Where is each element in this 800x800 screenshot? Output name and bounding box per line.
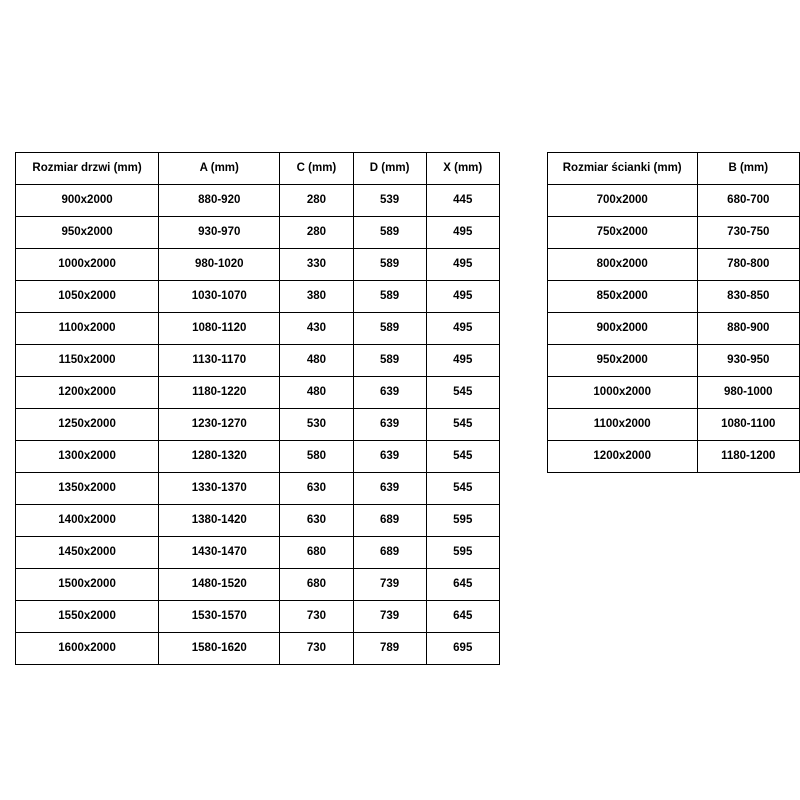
- table-header-row: [547, 153, 799, 185]
- cell-wall-size: 950x2000: [547, 345, 697, 377]
- table-row: [547, 313, 799, 345]
- cell-d: 539: [353, 185, 426, 217]
- table-row: [547, 345, 799, 377]
- cell-door-size: 1200x2000: [16, 377, 159, 409]
- cell-b: 730-750: [697, 217, 799, 249]
- table-row: [16, 313, 500, 345]
- cell-a: 1530-1570: [159, 601, 280, 633]
- cell-x: 545: [426, 473, 499, 505]
- table-row: [16, 217, 500, 249]
- table-row: [16, 409, 500, 441]
- column-header-wall-size: Rozmiar ścianki (mm): [547, 153, 697, 185]
- cell-a: 1430-1470: [159, 537, 280, 569]
- cell-c: 680: [280, 537, 353, 569]
- cell-door-size: 1000x2000: [16, 249, 159, 281]
- cell-door-size: 1050x2000: [16, 281, 159, 313]
- table-row: [547, 249, 799, 281]
- cell-door-size: 1600x2000: [16, 633, 159, 665]
- cell-door-size: 1550x2000: [16, 601, 159, 633]
- cell-wall-size: 750x2000: [547, 217, 697, 249]
- table-row: [547, 185, 799, 217]
- table-row: [547, 377, 799, 409]
- cell-x: 495: [426, 313, 499, 345]
- cell-x: 545: [426, 409, 499, 441]
- cell-d: 639: [353, 473, 426, 505]
- cell-x: 545: [426, 377, 499, 409]
- table-row: [16, 633, 500, 665]
- cell-d: 589: [353, 217, 426, 249]
- cell-c: 480: [280, 345, 353, 377]
- wall-table-wrap: [547, 152, 800, 473]
- table-row: [16, 377, 500, 409]
- table-row: [16, 441, 500, 473]
- cell-door-size: 1150x2000: [16, 345, 159, 377]
- cell-c: 730: [280, 601, 353, 633]
- cell-d: 589: [353, 313, 426, 345]
- cell-c: 580: [280, 441, 353, 473]
- cell-a: 1180-1220: [159, 377, 280, 409]
- cell-x: 495: [426, 249, 499, 281]
- cell-b: 1180-1200: [697, 441, 799, 473]
- cell-d: 739: [353, 569, 426, 601]
- cell-c: 730: [280, 633, 353, 665]
- cell-b: 680-700: [697, 185, 799, 217]
- cell-door-size: 950x2000: [16, 217, 159, 249]
- cell-x: 495: [426, 217, 499, 249]
- cell-wall-size: 850x2000: [547, 281, 697, 313]
- table-row: [16, 505, 500, 537]
- table-row: [16, 473, 500, 505]
- table-row: [547, 441, 799, 473]
- cell-a: 1480-1520: [159, 569, 280, 601]
- cell-d: 689: [353, 537, 426, 569]
- spec-tables-sheet: [0, 152, 800, 665]
- table-row: [16, 569, 500, 601]
- cell-c: 630: [280, 473, 353, 505]
- cell-c: 530: [280, 409, 353, 441]
- cell-x: 695: [426, 633, 499, 665]
- column-header-a: A (mm): [159, 153, 280, 185]
- cell-b: 980-1000: [697, 377, 799, 409]
- cell-a: 1230-1270: [159, 409, 280, 441]
- table-row: [547, 217, 799, 249]
- cell-d: 639: [353, 441, 426, 473]
- cell-x: 495: [426, 345, 499, 377]
- cell-d: 689: [353, 505, 426, 537]
- table-row: [547, 409, 799, 441]
- cell-door-size: 1300x2000: [16, 441, 159, 473]
- doors-size-table: [15, 152, 500, 665]
- cell-c: 430: [280, 313, 353, 345]
- cell-a: 1580-1620: [159, 633, 280, 665]
- cell-c: 280: [280, 185, 353, 217]
- cell-door-size: 1400x2000: [16, 505, 159, 537]
- cell-a: 980-1020: [159, 249, 280, 281]
- cell-b: 1080-1100: [697, 409, 799, 441]
- cell-d: 589: [353, 281, 426, 313]
- table-row: [16, 185, 500, 217]
- column-header-d: D (mm): [353, 153, 426, 185]
- cell-d: 789: [353, 633, 426, 665]
- cell-b: 930-950: [697, 345, 799, 377]
- table-row: [16, 537, 500, 569]
- cell-wall-size: 1100x2000: [547, 409, 697, 441]
- cell-x: 545: [426, 441, 499, 473]
- cell-c: 680: [280, 569, 353, 601]
- cell-wall-size: 900x2000: [547, 313, 697, 345]
- doors-table-wrap: [15, 152, 500, 665]
- cell-b: 830-850: [697, 281, 799, 313]
- table-header-row: [16, 153, 500, 185]
- cell-d: 589: [353, 249, 426, 281]
- table-row: [16, 345, 500, 377]
- table-row: [16, 281, 500, 313]
- cell-x: 595: [426, 505, 499, 537]
- column-header-door-size: Rozmiar drzwi (mm): [16, 153, 159, 185]
- cell-b: 880-900: [697, 313, 799, 345]
- cell-d: 639: [353, 409, 426, 441]
- cell-wall-size: 1200x2000: [547, 441, 697, 473]
- cell-x: 495: [426, 281, 499, 313]
- cell-door-size: 1100x2000: [16, 313, 159, 345]
- cell-x: 595: [426, 537, 499, 569]
- column-header-b: B (mm): [697, 153, 799, 185]
- cell-x: 445: [426, 185, 499, 217]
- cell-c: 480: [280, 377, 353, 409]
- cell-door-size: 900x2000: [16, 185, 159, 217]
- cell-a: 880-920: [159, 185, 280, 217]
- cell-door-size: 1450x2000: [16, 537, 159, 569]
- cell-d: 639: [353, 377, 426, 409]
- table-row: [16, 601, 500, 633]
- cell-x: 645: [426, 601, 499, 633]
- cell-a: 930-970: [159, 217, 280, 249]
- wall-size-table: [547, 152, 800, 473]
- cell-a: 1280-1320: [159, 441, 280, 473]
- table-row: [16, 249, 500, 281]
- cell-a: 1380-1420: [159, 505, 280, 537]
- cell-wall-size: 1000x2000: [547, 377, 697, 409]
- cell-wall-size: 800x2000: [547, 249, 697, 281]
- cell-a: 1080-1120: [159, 313, 280, 345]
- column-header-x: X (mm): [426, 153, 499, 185]
- cell-c: 630: [280, 505, 353, 537]
- cell-b: 780-800: [697, 249, 799, 281]
- cell-c: 380: [280, 281, 353, 313]
- cell-door-size: 1350x2000: [16, 473, 159, 505]
- cell-door-size: 1250x2000: [16, 409, 159, 441]
- cell-c: 280: [280, 217, 353, 249]
- cell-a: 1130-1170: [159, 345, 280, 377]
- cell-a: 1030-1070: [159, 281, 280, 313]
- cell-c: 330: [280, 249, 353, 281]
- table-row: [547, 281, 799, 313]
- cell-a: 1330-1370: [159, 473, 280, 505]
- cell-door-size: 1500x2000: [16, 569, 159, 601]
- cell-d: 589: [353, 345, 426, 377]
- cell-d: 739: [353, 601, 426, 633]
- cell-x: 645: [426, 569, 499, 601]
- cell-wall-size: 700x2000: [547, 185, 697, 217]
- column-header-c: C (mm): [280, 153, 353, 185]
